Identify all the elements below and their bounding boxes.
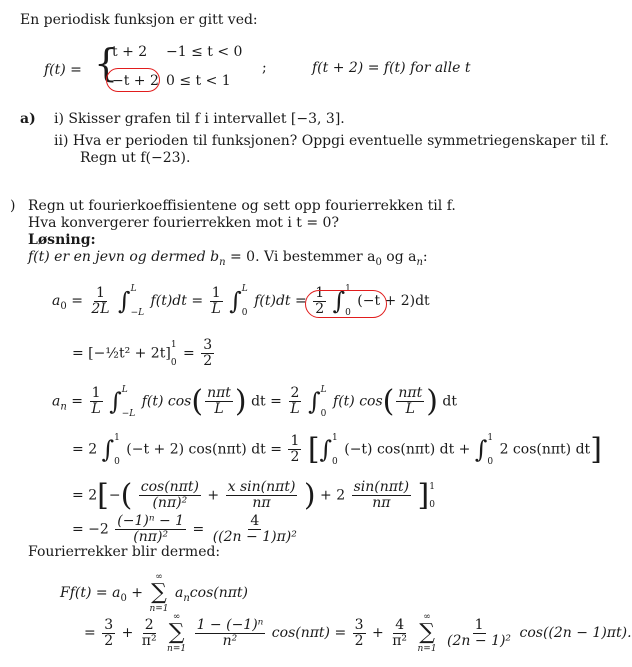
eq-a0-line2: = [−½t² + 2t] 1 0 = $\frac{3}{2}$ — [72, 337, 213, 369]
part-b-line1: Regn ut fourierkoeffisientene og sett opp fourierrekken til f. — [28, 198, 456, 214]
part-b-label: ) — [10, 198, 16, 214]
fdef-case2-cond: 0 ≤ t < 1 — [166, 73, 231, 89]
solution-label: Løsning: — [28, 232, 96, 248]
fdef-case2-expr: −t + 2 — [112, 73, 159, 89]
fdef-brace: { — [94, 41, 119, 85]
fdef-case1-expr: t + 2 — [112, 44, 148, 60]
part-b-line3: f(t) er en jevn og dermed $b_n = 0$. Vi bestemmer $a_0$ og $a_n$: — [28, 249, 428, 268]
eq-an: $a_n$ = $\frac{1}{L}$ ∫ L −L f(t) cos( $\frac{\text{nπt}}{L}$ ) dt = $\frac{2}{L}$ ∫ L 0 f(t) cos( $\frac{\text{nπt}}{L}$ ) dt — [52, 384, 457, 419]
part-b-line2: Hva konvergerer fourierrekken mot i t = 0? — [28, 215, 339, 231]
fdef-separator: ; — [262, 60, 267, 76]
eq-an-line4: = 2 ∫ 1 0 (−t + 2) cos(nπt) dt = $\frac{1}{2}$ [∫ 1 0 (−t) cos(nπt) dt + ∫ 1 0 2 cos(nπt) dt] — [72, 432, 602, 467]
eq-a0: $a_0$ = $\frac{1}{2L}$ ∫ L −L f(t)dt = $\frac{1}{L}$ ∫ L 0 f(t)dt = $\frac{1}{2}$ ∫ 1 0 (−t + 2)dt — [52, 284, 430, 318]
part-a-i: i) Skisser grafen til f i intervallet [−3, 3]. — [54, 111, 345, 127]
series-line1: $Ff(t) = a_0$ + ∞ ∑ n=1 $a_n\cos(n\pi t)$ — [60, 572, 249, 614]
part-a-ii-line1: ii) Hva er perioden til funksjonen? Oppgi eventuelle symmetriegenskaper til f. — [54, 133, 609, 149]
part-a-ii-line2: Regn ut f(−23). — [80, 150, 191, 166]
fdef-case1-cond: −1 ≤ t < 0 — [166, 44, 243, 60]
annotation-circle-1 — [106, 68, 160, 92]
fdef-lhs: f(t) = — [44, 62, 82, 78]
part-a-label: a) — [20, 111, 36, 127]
eq-an-line6: = −2 $\frac{\text{(−1)ⁿ − 1}}{\text{(nπ)²}}$ = $\frac{4}{\text{((2n − 1)π)²}}$ — [72, 513, 297, 545]
eq-an-line5: = 2[−( $\frac{\text{cos(nπt)}}{\text{(nπ)²}}$ + $\frac{\text{x sin(nπt)}}{n\pi}$ ) + 2 $\frac{\text{sin(nπt)}}{n\pi}$ ] 1 0 — [72, 478, 435, 513]
series-intro: Fourierrekker blir dermed: — [28, 544, 221, 560]
fdef-periodic: f(t + 2) = f(t) for alle t — [312, 60, 471, 76]
annotation-circle-2 — [305, 290, 387, 318]
intro-text: En periodisk funksjon er gitt ved: — [20, 12, 258, 28]
series-line2: = $\frac{3}{2}$ + $\frac{2}{\text{π²}}$ ∞ ∑ n=1 $\frac{\text{1 − (−1)ⁿ}}{\text{n²}}$ cos(nπt) = $\frac{3}{2}$ + $\frac{4}{\text{π²}}$ ∞ ∑ n=1 $\frac{1}{\text{(2n − 1)²}}$ cos((2n − 1)πt). — [84, 612, 632, 654]
